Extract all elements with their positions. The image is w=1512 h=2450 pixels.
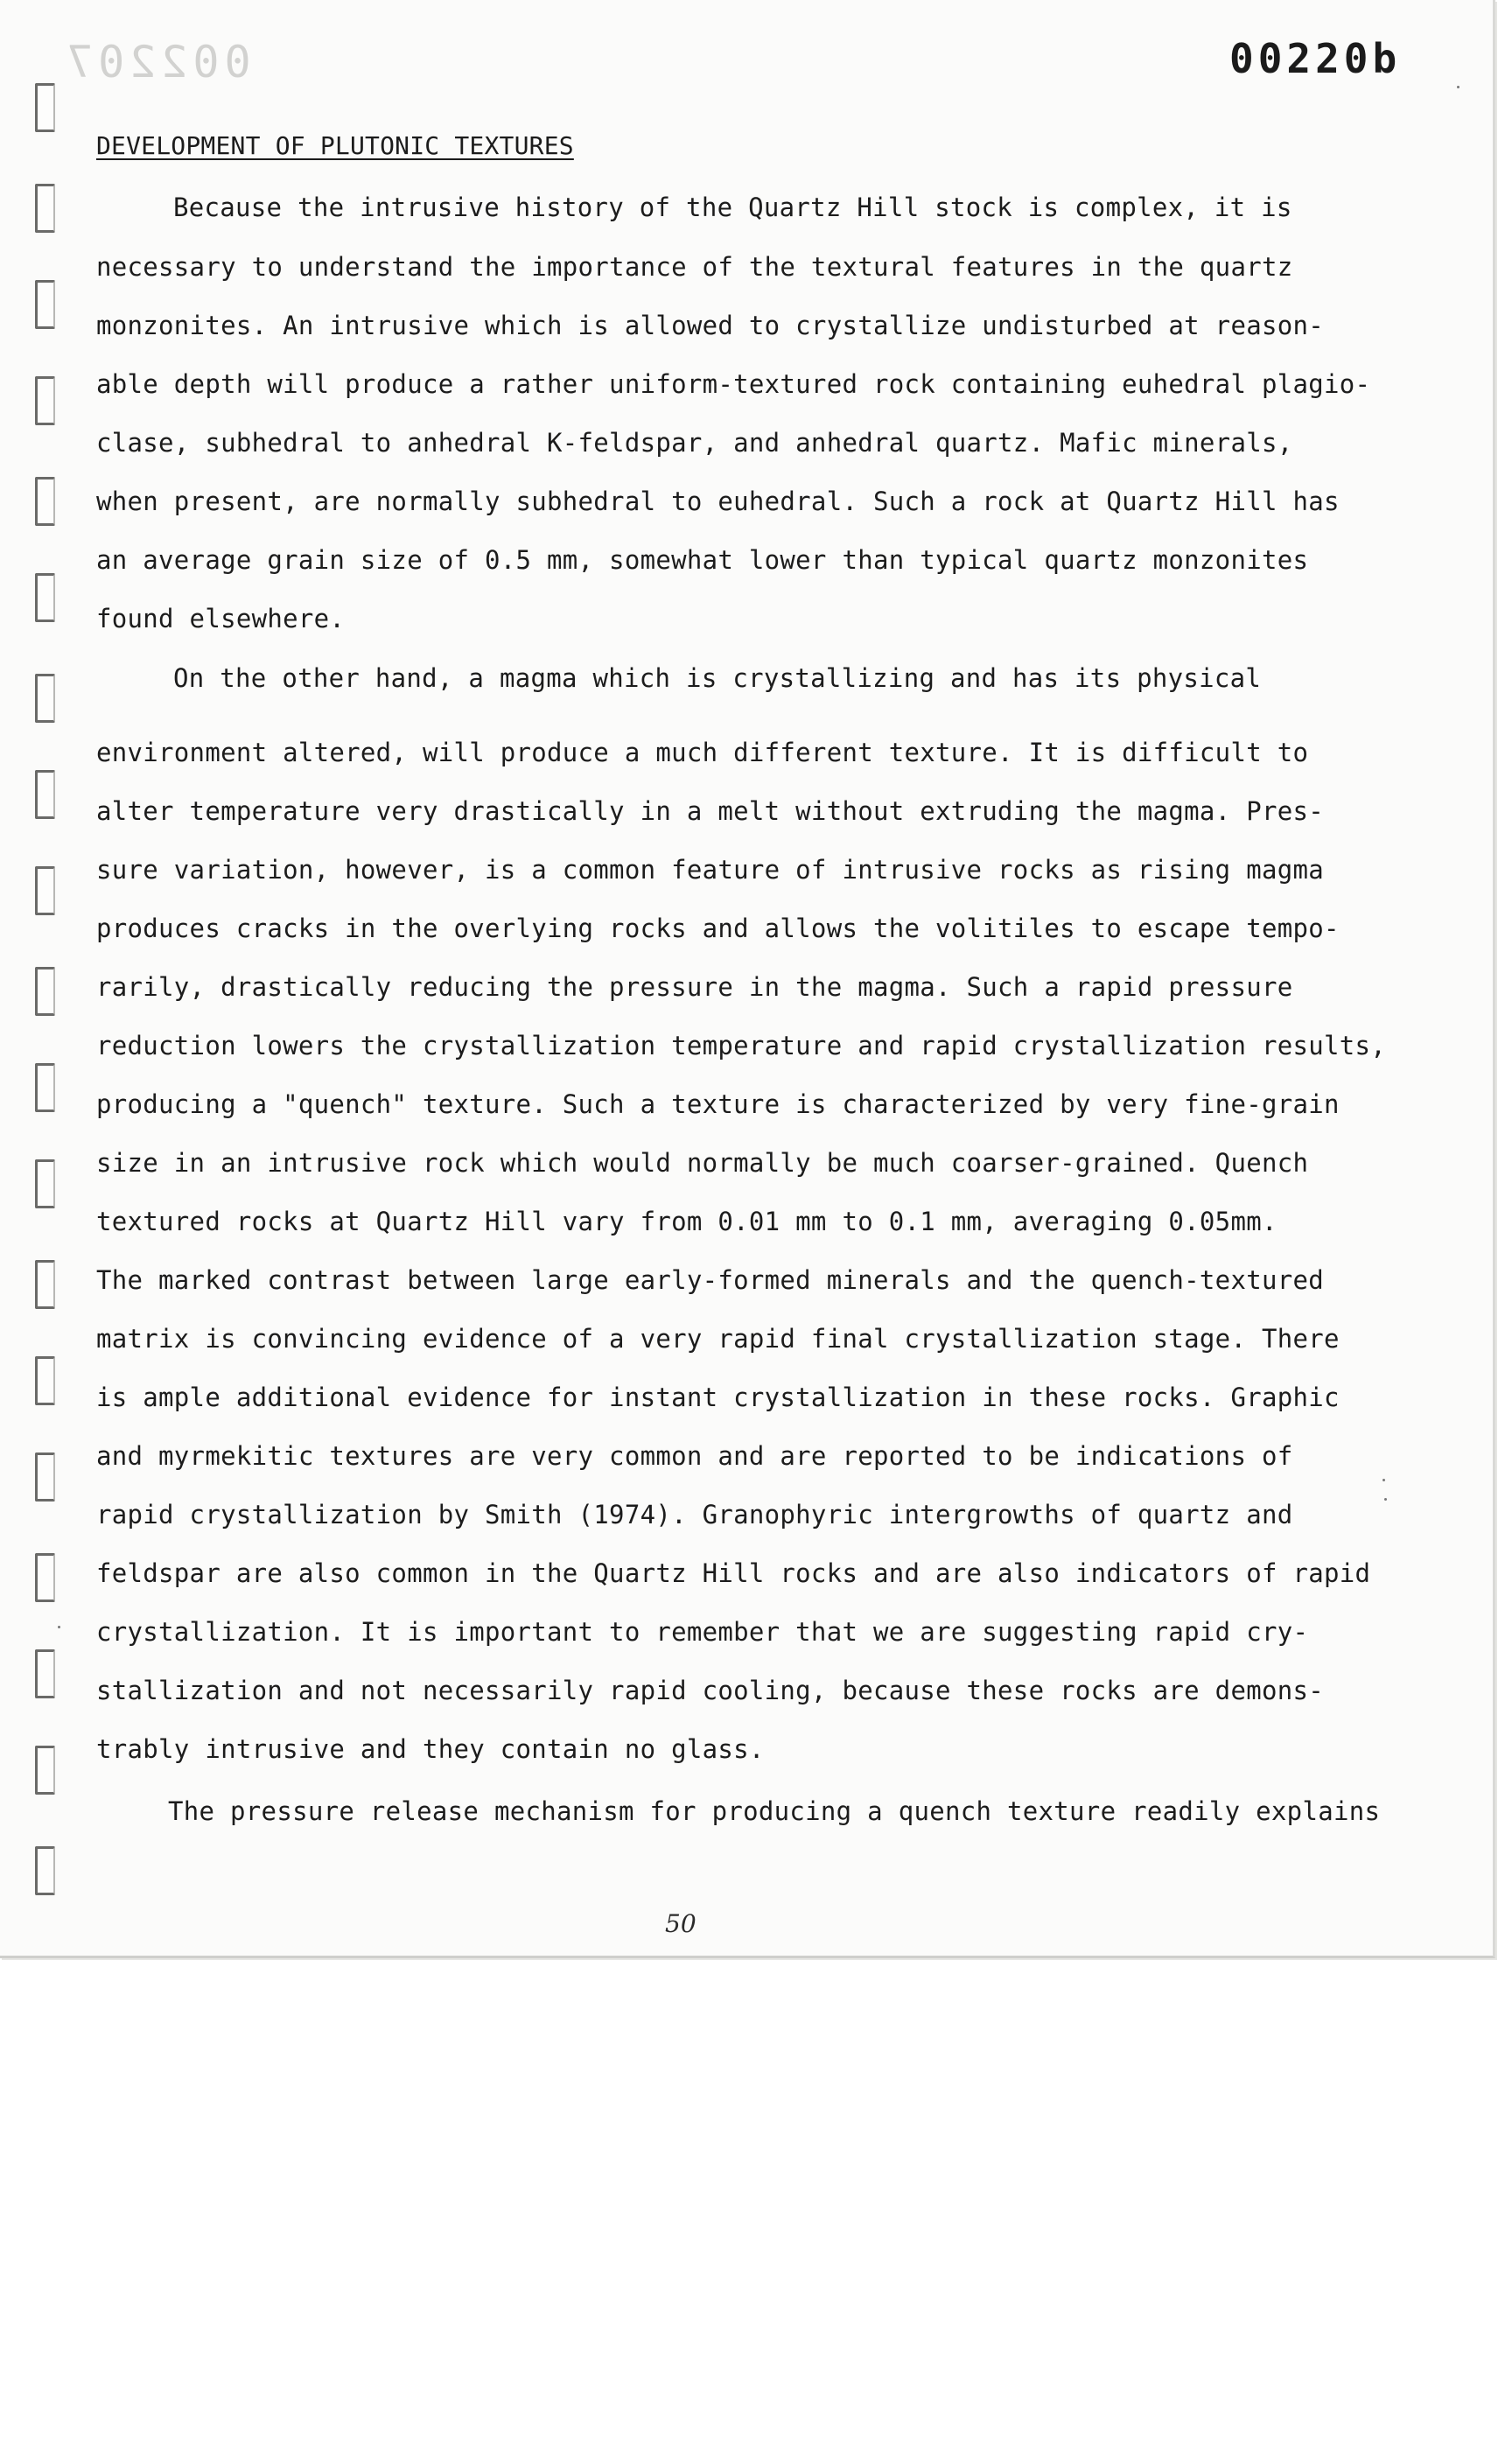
- punch-hole: [35, 1356, 55, 1405]
- punch-hole: [35, 1649, 55, 1698]
- text-line: The pressure release mechanism for producing a quench texture readily explains: [168, 1796, 1381, 1826]
- text-line: matrix is convincing evidence of a very rapid final crystallization stage. There: [96, 1324, 1340, 1354]
- text-line: rarily, drastically reducing the pressure in the magma. Such a rapid pressure: [96, 972, 1293, 1002]
- text-line: necessary to understand the importance of the textural features in the quartz: [96, 252, 1293, 282]
- text-line: rapid crystallization by Smith (1974). Granophyric intergrowths of quartz and: [96, 1500, 1293, 1530]
- punch-hole: [35, 1553, 55, 1602]
- punch-hole: [35, 1452, 55, 1502]
- text-line: alter temperature very drastically in a melt without extruding the magma. Pres-: [96, 796, 1324, 826]
- text-line: an average grain size of 0.5 mm, somewhat lower than typical quartz monzonites: [96, 545, 1309, 575]
- text-line: found elsewhere.: [96, 604, 346, 634]
- punch-hole: [35, 967, 55, 1016]
- scan-speck: [58, 1626, 60, 1628]
- text-line: and myrmekitic textures are very common and are reported to be indications of: [96, 1441, 1293, 1471]
- scan-speck: [1457, 86, 1460, 88]
- punch-hole: [35, 1846, 55, 1895]
- punch-hole: [35, 477, 55, 526]
- section-title: DEVELOPMENT OF PLUTONIC TEXTURES: [96, 131, 574, 160]
- punch-hole: [35, 280, 55, 329]
- scan-speck: [1384, 1498, 1387, 1501]
- punch-hole: [35, 866, 55, 915]
- text-line: Because the intrusive history of the Quartz Hill stock is complex, it is: [173, 192, 1292, 222]
- text-line: environment altered, will produce a much different texture. It is difficult to: [96, 738, 1309, 767]
- text-line: able depth will produce a rather uniform-textured rock containing euhedral plagio-: [96, 369, 1371, 399]
- page-number: 50: [665, 1909, 696, 1938]
- text-line: size in an intrusive rock which would normally be much coarser-grained. Quench: [96, 1148, 1309, 1178]
- text-line: is ample additional evidence for instant crystallization in these rocks. Graphic: [96, 1382, 1340, 1412]
- text-line: feldspar are also common in the Quartz Hill rocks and are also indicators of rapid: [96, 1558, 1371, 1588]
- text-line: when present, are normally subhedral to euhedral. Such a rock at Quartz Hill has: [96, 486, 1340, 516]
- text-line: On the other hand, a magma which is crystallizing and has its physical: [173, 663, 1262, 693]
- text-line: textured rocks at Quartz Hill vary from 0.01 mm to 0.1 mm, averaging 0.05mm.: [96, 1207, 1278, 1236]
- text-line: crystallization. It is important to remember that we are suggesting rapid cry-: [96, 1617, 1309, 1647]
- text-line: sure variation, however, is a common feature of intrusive rocks as rising magma: [96, 855, 1324, 885]
- text-line: producing a "quench" texture. Such a texture is characterized by very fine-grain: [96, 1089, 1340, 1119]
- document-number: 00220b: [1229, 35, 1402, 82]
- bleed-through-document-number: 002207: [61, 37, 251, 88]
- scan-speck: [1382, 1479, 1385, 1481]
- punch-hole: [35, 1063, 55, 1112]
- punch-hole: [35, 674, 55, 723]
- punch-hole: [35, 376, 55, 425]
- text-line: stallization and not necessarily rapid cooling, because these rocks are demons-: [96, 1676, 1324, 1705]
- punch-hole: [35, 184, 55, 233]
- text-line: The marked contrast between large early-formed minerals and the quench-textured: [96, 1265, 1324, 1295]
- punch-hole: [35, 1159, 55, 1208]
- text-line: reduction lowers the crystallization temperature and rapid crystallization results,: [96, 1031, 1387, 1060]
- text-line: produces cracks in the overlying rocks and allows the volitiles to escape tempo-: [96, 914, 1340, 943]
- punch-hole: [35, 1746, 55, 1795]
- punch-hole: [35, 83, 55, 132]
- text-line: trably intrusive and they contain no glass.: [96, 1734, 765, 1764]
- punch-hole: [35, 1260, 55, 1309]
- text-line: monzonites. An intrusive which is allowed to crystallize undisturbed at reason-: [96, 311, 1324, 340]
- text-line: clase, subhedral to anhedral K-feldspar, and anhedral quartz. Mafic minerals,: [96, 428, 1293, 458]
- punch-hole: [35, 573, 55, 622]
- punch-hole: [35, 770, 55, 819]
